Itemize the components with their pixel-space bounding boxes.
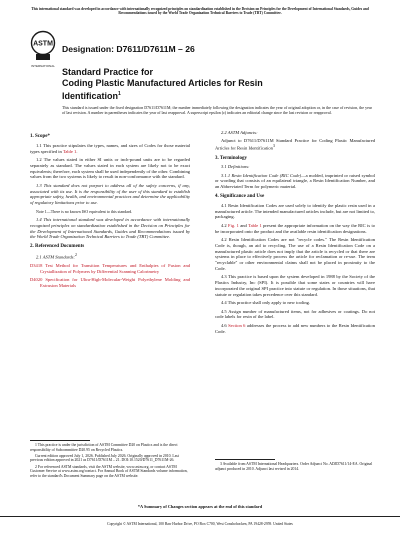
fig-1-link[interactable]: Fig. 1 (228, 222, 239, 228)
para-3-1-1: 3.1.1 Resin Identification Code (RIC Code)—a molded, imprinted or raised symbol or wording that consists of an equilateral triangle, a Resin Identification Number, and an Abbreviated Term for polymeric material. (215, 172, 375, 190)
svg-text:INTERNATIONAL: INTERNATIONAL (31, 64, 55, 68)
section-4-heading: 4. Significance and Use (215, 194, 265, 200)
para-1-2: 1.2 The values stated in either SI units or inch-pound units are to be regarded separately as standard. The values stated in each system are likely not to be exact equivalents; therefore, each system shall be used independently of the other. Combining values from the two systems is likely to result in non-conformance with the standard. (30, 156, 190, 180)
para-4-2-b: 4.2 Resin Identification Codes are not "recycle codes." The Resin Identification Code is, though, an aid to recycling. The use of a Resin Identification Code on a manufactured plastic article does not imply that the article is recycled or that there are systems in place to effectively process the article for reclamation or re-use. The term "recyclable" or other environmental claims shall not be placed in proximity to the Code. (215, 237, 375, 272)
title-line-1: Standard Practice for (62, 67, 154, 77)
designation: Designation: D7611/D7611M – 26 (62, 44, 195, 54)
summary-of-changes-note: *A Summary of Changes section appears at the end of this standard (137, 504, 263, 509)
para-4-2: 4.2 Fig. 1 and Table 1 present the appropriate information on the way the RIC is to be incorporated onto the product and the available resin identification designations. (215, 222, 375, 234)
d4020-link[interactable]: D4020 (30, 277, 43, 283)
footnotes-right (215, 462, 375, 471)
table-1-link[interactable]: Table 1 (62, 148, 77, 154)
footnote-1-edition: Current edition approved July 1, 2026. Published July 2026. Originally approved in 2010. Last previous edition approved in 2021 as D7611/D7611M – 21. DOI:10.1520/D7611_D7611M-26. (30, 453, 179, 463)
reference-d3418: D3418 Test Method for Transition Temperatures and Enthalpies of Fusion and Crystallization of Polymers by Differential Scanning Calorimetry (30, 262, 190, 274)
para-3-1: 3.1 Definitions: (221, 164, 250, 170)
section-6-link[interactable]: Section 6 (228, 322, 246, 328)
left-column (30, 130, 190, 291)
note-1: Note 1—There is no known ISO equivalent to this standard. (36, 208, 133, 214)
astm-logo-icon (30, 30, 56, 70)
para-4-5: 4.5 Assign number of manufactured items, not for adhesives or coatings. Do not code labels for resin of the label. (215, 308, 375, 320)
right-column (215, 130, 375, 337)
footnote-2: 2 For referenced ASTM standards, visit the ASTM website, www.astm.org, or contact ASTM Customer Service at www.astm.org/contact. For Annual Book of ASTM Standards volume information, refer to the standard's Document Summary page on the ASTM website. (30, 464, 188, 478)
table-1-link-2[interactable]: Table 1 (248, 222, 262, 228)
para-1-3: 1.3 This standard does not purport to address all of the safety concerns, if any, associated with its use. It is the responsibility of the user of this standard to establish appropriate safety, health, and environmental practices and determine the applicability of regulatory limitations prior to use. (30, 182, 190, 206)
section-3-heading: 3. Terminology (215, 155, 247, 161)
footnotes-left (30, 443, 190, 480)
title-line-3: Identification$^1$ (62, 91, 121, 101)
footnote-divider (30, 440, 90, 441)
para-4-6: 4.6 Section 6 addresses the process to add new numbers to the Resin Identification Code. (215, 322, 375, 334)
svg-text:ASTM: ASTM (33, 40, 53, 48)
d3418-link[interactable]: D3418 (30, 262, 43, 268)
para-2-1: 2.1 ASTM Standards:$^2$ (36, 252, 77, 260)
section-1-heading: 1. Scope* (30, 134, 50, 139)
document-title (62, 67, 312, 102)
para-4-3: 4.3 This practice is based upon the system developed in 1988 by the Society of the Plastics Industry, Inc (SPI). It is possible that some states or countries will have incorporated the original SPI practice into statute or regulation. In those situations, that statute or regulation takes precedence over this standard. (215, 274, 375, 297)
para-4-4: 4.4 This practice shall only apply to new tooling. (221, 300, 311, 306)
copyright-line: Copyright © ASTM International, 100 Barr Harbor Drive, PO Box C700, West Conshohocken, PA 19428-2959. United States (107, 522, 293, 526)
reference-d4020: D4020 Specification for Ultra-High-Molecular-Weight Polyethylene Molding and Extrusion Materials (30, 277, 190, 288)
header-notice: This international standard was developed in accordance with internationally recognized principles on standardization established in the Decision on Principles for the Development of International Standards, Guides and Recommendations issued by the World Trade Organization Technical Barriers to Trade (TBT) Committee. (31, 7, 369, 16)
footnote-3: 3 Available from ASTM International Headquarters. Order Adjunct No. ADJD7611/14-EA. Original adjunct produced in 2010. Adjunct last revised in 2014. (215, 462, 373, 471)
para-1-4: 1.4 This international standard was developed in accordance with internationally recognized principles on standardization established in the Decision on Principles for the Development of International Standards, Guides and Recommendations issued by the World Trade Organization Technical Barriers to Trade (TBT) Committee. (30, 216, 190, 240)
section-2-heading: 2. Referenced Documents (30, 244, 85, 250)
footnote-1: 1 This practice is under the jurisdiction of ASTM Committee D20 on Plastics and is the direct responsibility of Subcommittee D20.95 on Recycled Plastics. (30, 443, 178, 452)
footnote-divider-right (215, 459, 275, 460)
bottom-rule (0, 516, 400, 517)
title-line-2: Coding Plastic Manufactured Articles for Resin (62, 78, 263, 88)
standard-note: This standard is issued under the fixed designation D7611/D7611M; the number immediately following the designation indicates the year of original adoption or, in the case of revision, the year of last revision. A number in parentheses indicates the year of last reapproval. A superscript epsilon (ε) indicates an editorial change since the last revision or reapproval. (62, 105, 372, 115)
para-2-2: 2.2 ASTM Adjuncts: (221, 130, 258, 135)
para-1-1: 1.1 This practice stipulates the types, names, and sizes of Codes for those material types specified in Table 1. (30, 142, 190, 154)
para-4-1: 4.1 Resin Identification Codes are used solely to identify the plastic resin used in a manufactured article. The intended manufactured articles include, but are not limited to, packaging. (215, 202, 376, 220)
adjunct-item: Adjunct to D7611/D7611M Standard Practice for Coding Plastic Manufactured Articles for Resin Identification$^3$ (215, 138, 375, 151)
